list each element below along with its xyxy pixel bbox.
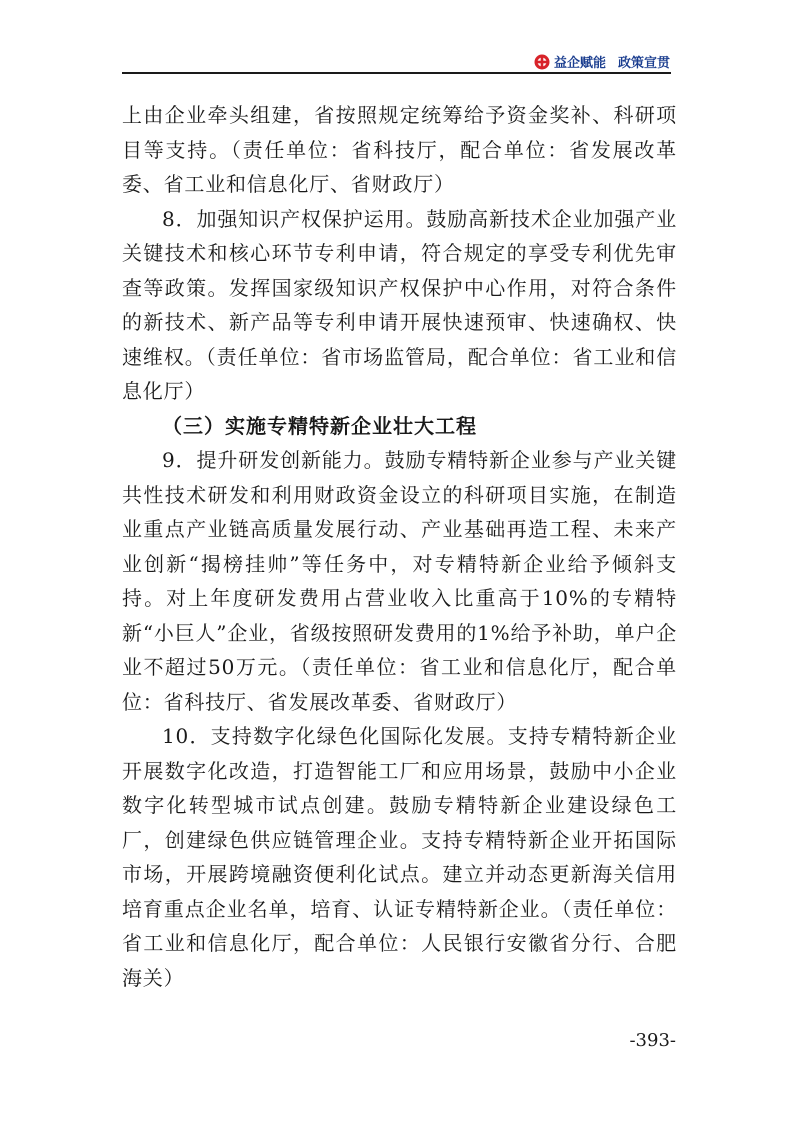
brand-banner	[534, 52, 670, 71]
paragraph-item-8: 8．加强知识产权保护运用。鼓励高新技术企业加强产业关键技术和核心环节专利申请，符合规定的享受专利优先审查等政策。发挥国家级知识产权保护中心作用，对符合条件的新技术、新产品等专利申请开展快速预审、快速确权、快速维权。（责任单位：省市场监管局，配合单位：省工业和信息化厅）	[122, 206, 677, 403]
paragraph-item-10: 10．支持数字化绿色化国际化发展。支持专精特新企业开展数字化改造，打造智能工厂和应用场景，鼓励中小企业数字化转型城市试点创建。鼓励专精特新企业建设绿色工厂，创建绿色供应链管理企业。支持专精特新企业开拓国际市场，开展跨境融资便利化试点。建立并动态更新海关信用培育重点企业名单，培育、认证专精特新企业。（责任单位：省工业和信息化厅，配合单位：人民银行安徽省分行、合肥海关）	[122, 724, 677, 990]
paragraph-continuation: 上由企业牵头组建，省按照规定统筹给予资金奖补、科研项目等支持。（责任单位：省科技厅，配合单位：省发展改革委、省工业和信息化厅、省财政厅）	[122, 103, 677, 196]
brand-name: 益企赋能	[553, 56, 606, 71]
page-number: -393-	[629, 1030, 676, 1051]
page-header	[0, 0, 794, 75]
document-body	[122, 98, 677, 995]
header-rule	[122, 72, 671, 74]
section-heading: （三）实施专精特新企业壮大工程	[162, 413, 477, 438]
paragraph-item-9: 9．提升研发创新能力。鼓励专精特新企业参与产业关键共性技术研发和利用财政资金设立的科研项目实施，在制造业重点产业链高质量发展行动、产业基础再造工程、未来产业创新“揭榜挂帅”等任务中，对专精特新企业给予倾斜支持。对上年度研发费用占营业收入比重高于10%的专精特新“小巨人”企业，省级按照研发费用的1%给予补助，单户企业不超过50万元。（责任单位：省工业和信息化厅，配合单位：省科技厅、省发展改革委、省财政厅）	[122, 448, 677, 714]
brand-tagline: 政策宣贯	[617, 56, 670, 71]
red-circle-emblem-icon	[534, 54, 550, 70]
